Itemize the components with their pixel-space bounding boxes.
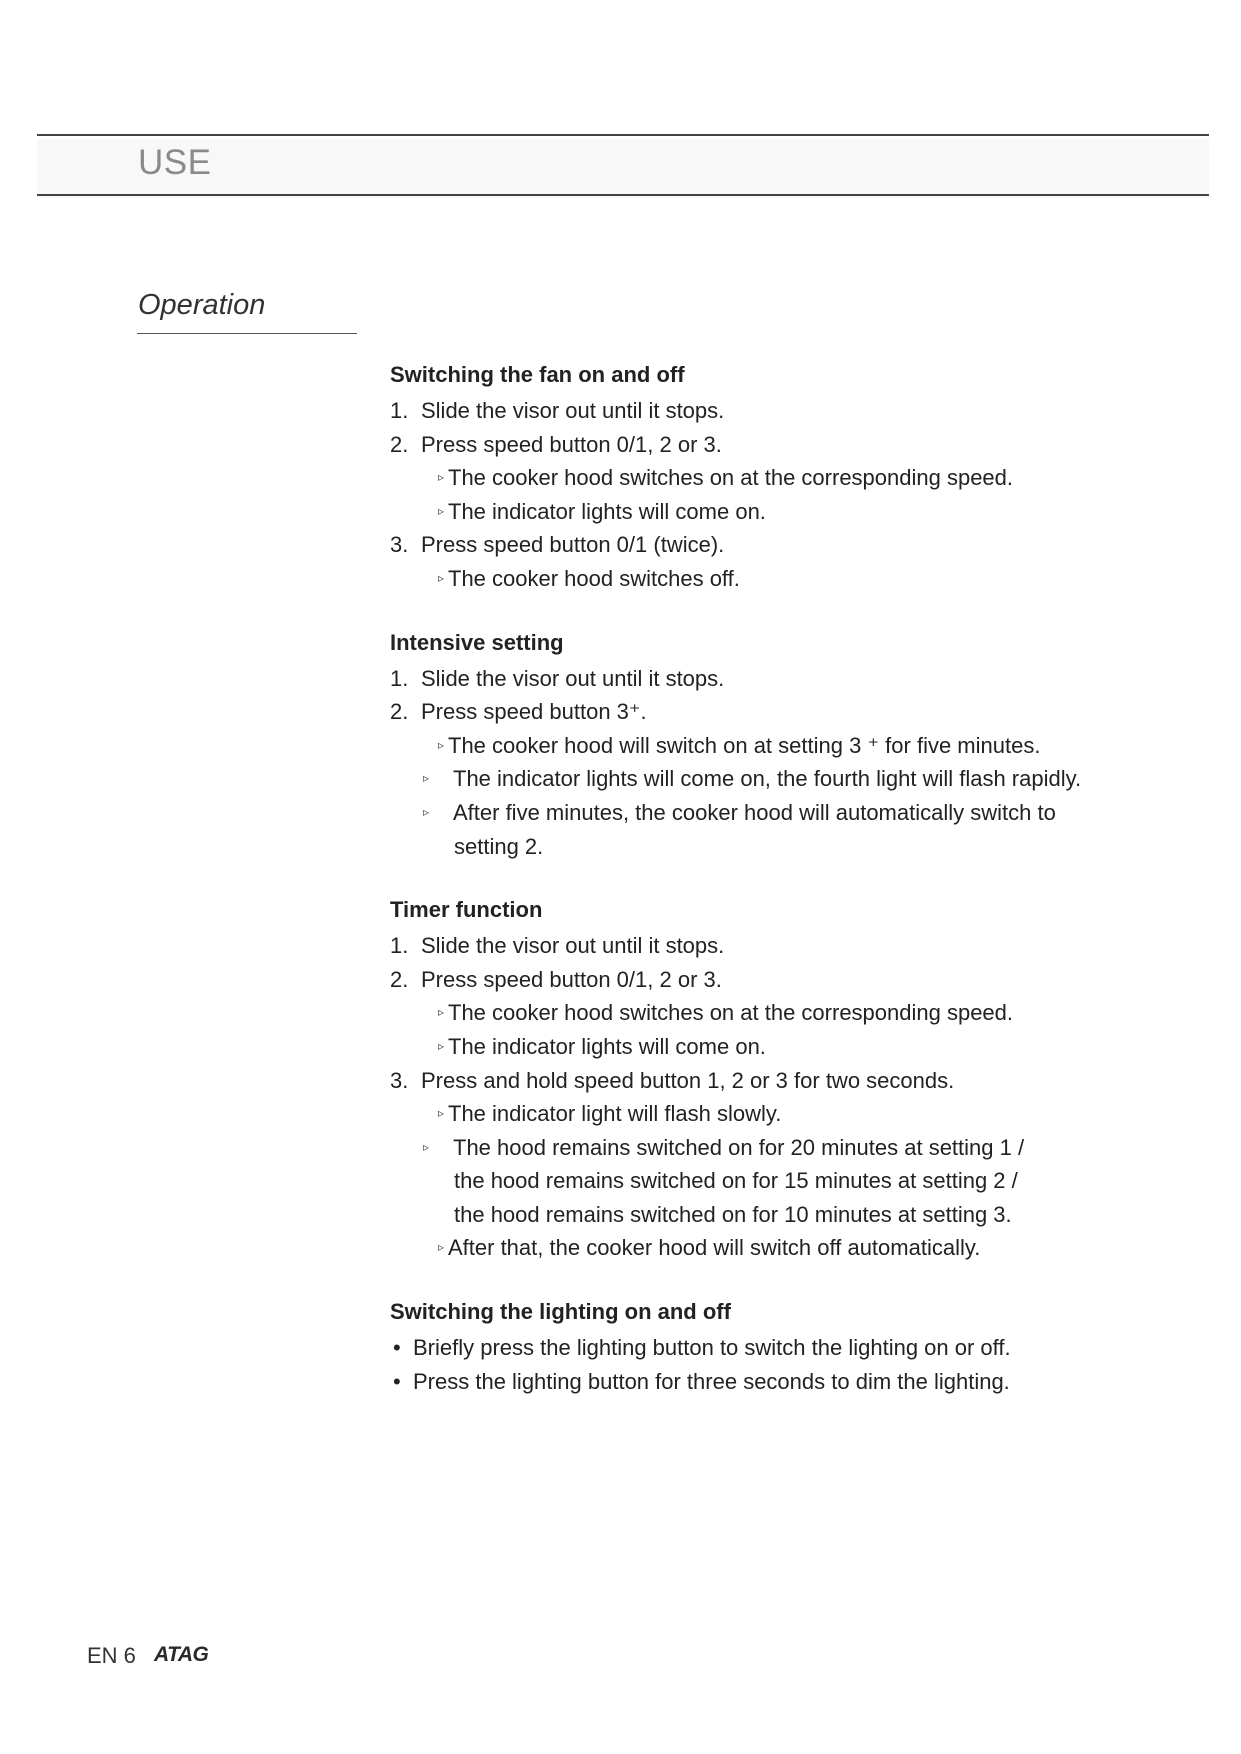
section-heading: Switching the fan on and off [390, 362, 685, 387]
step-number: 2. [390, 431, 409, 457]
step-item [390, 394, 1150, 428]
instruction-section [390, 626, 1150, 864]
triangle-marker-icon: ▹ [423, 1139, 430, 1154]
section-heading: Timer function [390, 897, 543, 923]
step-item [390, 963, 1150, 997]
step-item [390, 929, 1150, 963]
result-text: The indicator light will flash slowly. [448, 1101, 782, 1127]
step-text: Press speed button 3⁺. [421, 699, 647, 725]
step-item [390, 428, 1150, 462]
continuation-line [390, 830, 1150, 864]
step-text: Press speed button 0/1, 2 or 3. [421, 966, 722, 992]
triangle-marker-icon: ▹ [438, 1106, 445, 1121]
instruction-section [390, 893, 1150, 1265]
step-number: 3. [390, 532, 409, 558]
step-text: Slide the visor out until it stops. [421, 398, 725, 423]
continuation-text: setting 2. [454, 833, 544, 859]
result-text: The indicator lights will come on. [448, 1033, 766, 1059]
result-item [390, 796, 1150, 830]
result-item [390, 495, 1150, 529]
section-title: USE [138, 143, 212, 182]
continuation-text: the hood remains switched on for 10 minutes at setting 3. [454, 1201, 1012, 1227]
result-item [390, 461, 1150, 495]
step-text: Press and hold speed button 1, 2 or 3 for two seconds. [421, 1067, 955, 1093]
continuation-line [390, 1164, 1150, 1198]
triangle-marker-icon: ▹ [438, 570, 445, 585]
triangle-marker-icon: ▹ [438, 470, 445, 485]
step-number: 1. [390, 398, 409, 423]
step-item [390, 662, 1150, 696]
step-number: 1. [390, 665, 409, 691]
result-text: The indicator lights will come on. [448, 498, 766, 524]
subtitle-underline [137, 333, 357, 334]
result-item [390, 762, 1150, 796]
result-text: The cooker hood will switch on at setting 3 ⁺ for five minutes. [448, 732, 1041, 758]
result-item [390, 1030, 1150, 1064]
bullet-text: Briefly press the lighting button to switch the lighting on or off. [413, 1335, 1011, 1361]
step-text: Press speed button 0/1, 2 or 3. [421, 431, 722, 457]
triangle-marker-icon: ▹ [438, 1038, 445, 1053]
step-number: 3. [390, 1067, 409, 1093]
header-top-rule [37, 134, 1209, 136]
continuation-text: the hood remains switched on for 15 minutes at setting 2 / [454, 1168, 1018, 1194]
result-item [390, 562, 1150, 596]
bullet-item [390, 1331, 1150, 1365]
step-item [390, 528, 1150, 562]
brand-logo: ATAG [154, 1643, 209, 1666]
step-item [390, 695, 1150, 729]
step-item [390, 1064, 1150, 1098]
result-text: The cooker hood switches on at the corresponding speed. [448, 465, 1014, 491]
triangle-marker-icon: ▹ [438, 503, 445, 518]
result-text: The hood remains switched on for 20 minutes at setting 1 / [453, 1134, 1025, 1160]
bullet-icon: • [393, 1368, 401, 1394]
result-text: The indicator lights will come on, the fourth light will flash rapidly. [453, 766, 1082, 792]
page-label: EN 6 [87, 1643, 136, 1668]
result-item [390, 729, 1150, 763]
result-text: The cooker hood switches on at the corresponding speed. [448, 1000, 1014, 1026]
instructions-content [390, 358, 1150, 1428]
triangle-marker-icon: ▹ [423, 804, 430, 819]
header-bottom-rule [37, 194, 1209, 196]
instruction-section [390, 1295, 1150, 1398]
triangle-marker-icon: ▹ [438, 1240, 445, 1255]
step-text: Press speed button 0/1 (twice). [421, 532, 725, 558]
section-heading: Intensive setting [390, 629, 564, 655]
result-item [390, 1231, 1150, 1265]
result-item [390, 1131, 1150, 1165]
result-text: After that, the cooker hood will switch off automatically. [448, 1235, 981, 1261]
bullet-item [390, 1365, 1150, 1399]
step-text: Slide the visor out until it stops. [421, 665, 725, 691]
triangle-marker-icon: ▹ [423, 771, 430, 786]
instruction-section [390, 358, 1150, 596]
step-text: Slide the visor out until it stops. [421, 933, 725, 959]
step-number: 2. [390, 699, 409, 725]
section-heading: Switching the lighting on and off [390, 1299, 731, 1325]
bullet-icon: • [393, 1335, 401, 1361]
result-item [390, 1097, 1150, 1131]
continuation-line [390, 1198, 1150, 1232]
result-item [390, 996, 1150, 1030]
bullet-text: Press the lighting button for three seconds to dim the lighting. [413, 1368, 1010, 1394]
triangle-marker-icon: ▹ [438, 1005, 445, 1020]
page-subtitle: Operation [138, 289, 266, 321]
step-number: 1. [390, 933, 409, 959]
step-number: 2. [390, 966, 409, 992]
triangle-marker-icon: ▹ [438, 737, 445, 752]
header-band [37, 138, 1209, 198]
result-text: The cooker hood switches off. [448, 565, 740, 591]
result-text: After five minutes, the cooker hood will automatically switch to [453, 799, 1056, 825]
